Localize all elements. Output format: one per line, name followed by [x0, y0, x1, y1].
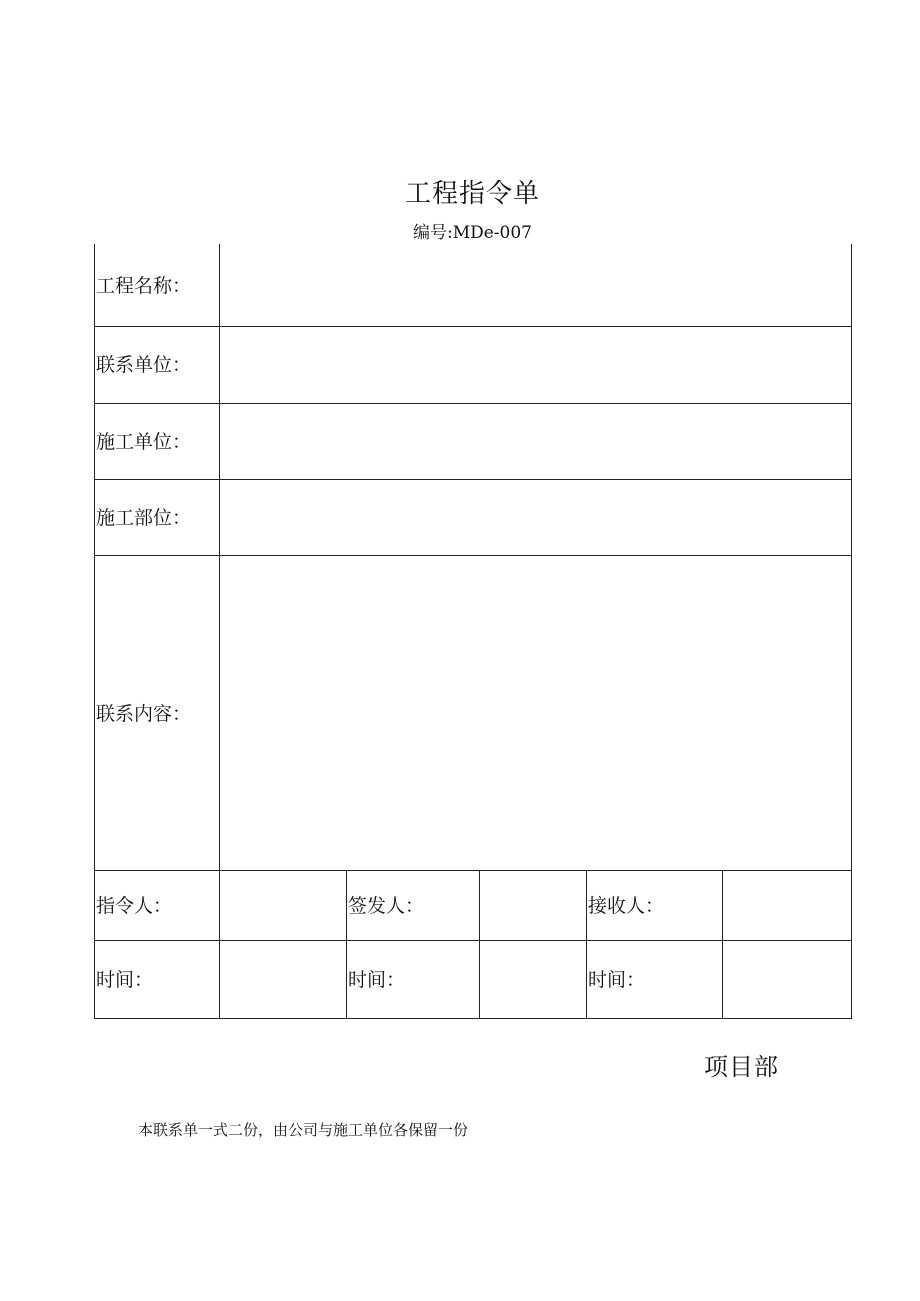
document-number: 编号:MDe-007 [412, 223, 533, 243]
signature-column-divider-2 [479, 870, 480, 1019]
project-name-label: 工程名称： [96, 275, 192, 297]
time-label-3: 时间： [588, 969, 646, 991]
signature-column-divider-3 [586, 870, 587, 1019]
signature-column-divider-4 [722, 870, 723, 1019]
receiver-label: 接收人： [588, 895, 665, 917]
label-column-divider [219, 244, 220, 1019]
construction-unit-label: 施工单位： [96, 431, 192, 453]
construction-part-label: 施工部位： [96, 507, 192, 529]
contact-content-label: 联系内容： [96, 703, 192, 725]
row-divider-3 [94, 479, 852, 480]
contact-unit-label: 联系单位： [96, 354, 192, 376]
time-label-1: 时间： [96, 969, 154, 991]
row-divider-4 [94, 555, 852, 556]
document-title: 工程指令单 [404, 179, 540, 209]
table-left-border [94, 244, 95, 1019]
table-bottom-border [94, 1018, 852, 1019]
copy-note: 本联系单一式二份，由公司与施工单位各保留一份 [138, 1121, 469, 1139]
table-right-border [851, 244, 852, 1019]
issuer-label: 签发人： [348, 895, 425, 917]
row-divider-5 [94, 870, 852, 871]
signature-column-divider-1 [346, 870, 347, 1019]
row-divider-1 [94, 326, 852, 327]
department-name: 项目部 [704, 1053, 779, 1081]
row-divider-2 [94, 403, 852, 404]
commander-label: 指令人： [96, 895, 173, 917]
row-divider-6 [94, 940, 852, 941]
time-label-2: 时间： [348, 969, 406, 991]
